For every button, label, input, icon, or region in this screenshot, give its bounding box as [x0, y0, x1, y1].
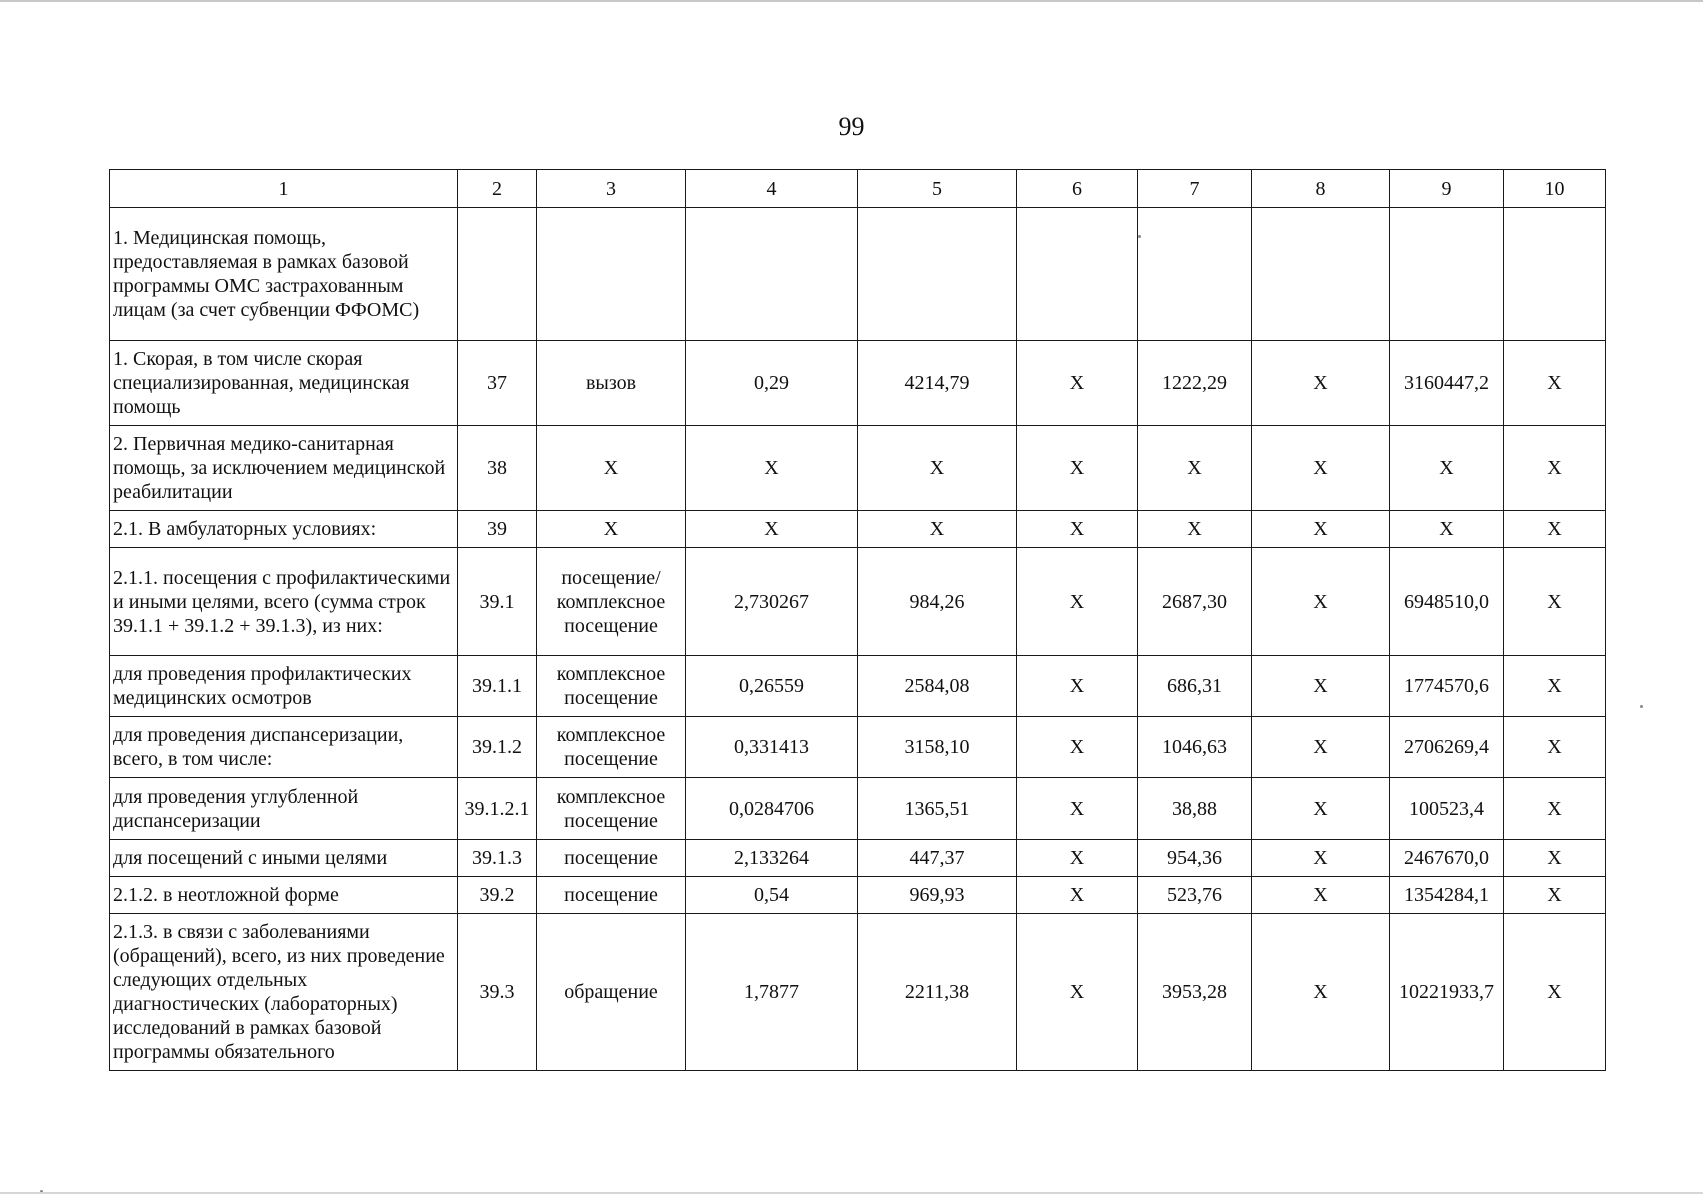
row-value-cell: X	[686, 426, 858, 511]
row-value-cell: X	[1504, 877, 1606, 914]
header-cell: 4	[686, 170, 858, 208]
row-value-cell: 1774570,6	[1390, 656, 1504, 717]
row-value-cell: X	[1504, 656, 1606, 717]
row-code-cell: 39	[458, 511, 537, 548]
row-name-cell: 2.1.3. в связи с заболеваниями (обращений), всего, из них проведение следующих отдельных диагностических (лабораторных) исследований в рамках базовой программы обязательного	[110, 914, 458, 1071]
row-value-cell: 1,7877	[686, 914, 858, 1071]
row-value-cell: X	[1504, 840, 1606, 877]
row-value-cell: X	[1504, 548, 1606, 656]
scan-speck	[1640, 705, 1643, 708]
header-cell: 5	[858, 170, 1017, 208]
row-name-cell: 2.1.1. посещения с профилактическими и иными целями, всего (сумма строк 39.1.1 + 39.1.2 + 39.1.3), из них:	[110, 548, 458, 656]
table-row	[110, 778, 1606, 840]
table-row	[110, 717, 1606, 778]
header-cell: 8	[1252, 170, 1390, 208]
row-code-cell: 37	[458, 341, 537, 426]
row-value-cell: 2,133264	[686, 840, 858, 877]
row-value-cell: 0,29	[686, 341, 858, 426]
row-value-cell: X	[1252, 914, 1390, 1071]
row-value-cell	[1138, 208, 1252, 341]
row-name-cell: 2.1.2. в неотложной форме	[110, 877, 458, 914]
row-value-cell: X	[686, 511, 858, 548]
row-value-cell: X	[1017, 548, 1138, 656]
row-value-cell: X	[1504, 341, 1606, 426]
row-value-cell: 3160447,2	[1390, 341, 1504, 426]
row-code-cell: 39.3	[458, 914, 537, 1071]
row-unit-cell: X	[537, 511, 686, 548]
row-value-cell: X	[858, 511, 1017, 548]
row-value-cell: X	[1504, 914, 1606, 1071]
row-name-cell: 1. Скорая, в том числе скорая специализированная, медицинская помощь	[110, 341, 458, 426]
row-name-cell: для посещений с иными целями	[110, 840, 458, 877]
header-row	[110, 170, 1606, 208]
header-cell: 10	[1504, 170, 1606, 208]
row-unit-cell: комплексное посещение	[537, 778, 686, 840]
row-value-cell: 2211,38	[858, 914, 1017, 1071]
table-row	[110, 914, 1606, 1071]
header-cell: 6	[1017, 170, 1138, 208]
row-unit-cell: обращение	[537, 914, 686, 1071]
row-value-cell: X	[1252, 511, 1390, 548]
row-value-cell: 447,37	[858, 840, 1017, 877]
row-value-cell: 1354284,1	[1390, 877, 1504, 914]
data-table	[109, 169, 1606, 1071]
row-value-cell: X	[858, 426, 1017, 511]
row-value-cell: X	[1252, 548, 1390, 656]
row-unit-cell: посещение	[537, 840, 686, 877]
row-name-cell: для проведения диспансеризации, всего, в том числе:	[110, 717, 458, 778]
row-value-cell: 38,88	[1138, 778, 1252, 840]
row-code-cell: 39.2	[458, 877, 537, 914]
scan-top-edge	[0, 0, 1703, 2]
row-value-cell: X	[1017, 717, 1138, 778]
row-value-cell: X	[1252, 426, 1390, 511]
row-value-cell: X	[1252, 656, 1390, 717]
row-unit-cell: X	[537, 426, 686, 511]
row-value-cell	[1252, 208, 1390, 341]
row-code-cell: 38	[458, 426, 537, 511]
row-unit-cell: вызов	[537, 341, 686, 426]
row-value-cell: X	[1504, 717, 1606, 778]
row-value-cell: 523,76	[1138, 877, 1252, 914]
row-value-cell: 4214,79	[858, 341, 1017, 426]
table-row	[110, 877, 1606, 914]
header-cell: 2	[458, 170, 537, 208]
row-value-cell: 969,93	[858, 877, 1017, 914]
row-value-cell: 2706269,4	[1390, 717, 1504, 778]
row-value-cell: X	[1504, 511, 1606, 548]
row-unit-cell: комплексное посещение	[537, 717, 686, 778]
row-value-cell: 1046,63	[1138, 717, 1252, 778]
row-value-cell: 10221933,7	[1390, 914, 1504, 1071]
row-unit-cell: посещение/ комплексное посещение	[537, 548, 686, 656]
table-row	[110, 341, 1606, 426]
row-value-cell: X	[1252, 341, 1390, 426]
row-value-cell	[1504, 208, 1606, 341]
row-unit-cell: посещение	[537, 877, 686, 914]
row-name-cell: 2.1. В амбулаторных условиях:	[110, 511, 458, 548]
row-value-cell: 0,54	[686, 877, 858, 914]
row-value-cell: 0,26559	[686, 656, 858, 717]
row-value-cell: X	[1017, 656, 1138, 717]
row-value-cell: 3953,28	[1138, 914, 1252, 1071]
header-cell: 9	[1390, 170, 1504, 208]
row-value-cell: X	[1138, 426, 1252, 511]
row-name-cell: 1. Медицинская помощь, предоставляемая в рамках базовой программы ОМС застрахованным лицам (за счет субвенции ФФОМС)	[110, 208, 458, 341]
row-value-cell: 2687,30	[1138, 548, 1252, 656]
row-value-cell: X	[1390, 426, 1504, 511]
row-value-cell: 1365,51	[858, 778, 1017, 840]
table-row	[110, 840, 1606, 877]
row-value-cell: X	[1390, 511, 1504, 548]
scan-bottom-edge	[0, 1192, 1703, 1194]
row-value-cell: X	[1252, 840, 1390, 877]
row-value-cell: 100523,4	[1390, 778, 1504, 840]
row-value-cell: X	[1504, 778, 1606, 840]
table-row	[110, 548, 1606, 656]
row-unit-cell: комплексное посещение	[537, 656, 686, 717]
row-unit-cell	[537, 208, 686, 341]
row-value-cell: X	[1252, 717, 1390, 778]
row-value-cell: 954,36	[1138, 840, 1252, 877]
row-value-cell: X	[1504, 426, 1606, 511]
row-value-cell	[1390, 208, 1504, 341]
row-value-cell: X	[1017, 840, 1138, 877]
table-row	[110, 511, 1606, 548]
row-value-cell: 2467670,0	[1390, 840, 1504, 877]
scan-speck	[1138, 235, 1141, 238]
row-value-cell: 686,31	[1138, 656, 1252, 717]
row-code-cell: 39.1	[458, 548, 537, 656]
row-value-cell: X	[1017, 914, 1138, 1071]
row-value-cell: 2584,08	[858, 656, 1017, 717]
row-value-cell	[858, 208, 1017, 341]
row-code-cell	[458, 208, 537, 341]
row-value-cell: 984,26	[858, 548, 1017, 656]
row-value-cell: X	[1017, 511, 1138, 548]
row-value-cell: 0,0284706	[686, 778, 858, 840]
row-value-cell: 1222,29	[1138, 341, 1252, 426]
row-name-cell: 2. Первичная медико-санитарная помощь, за исключением медицинской реабилитации	[110, 426, 458, 511]
row-name-cell: для проведения углубленной диспансеризации	[110, 778, 458, 840]
row-value-cell: X	[1017, 426, 1138, 511]
table-row	[110, 426, 1606, 511]
row-code-cell: 39.1.2	[458, 717, 537, 778]
row-value-cell: 3158,10	[858, 717, 1017, 778]
table-row	[110, 656, 1606, 717]
header-cell: 3	[537, 170, 686, 208]
row-value-cell: 0,331413	[686, 717, 858, 778]
row-value-cell: X	[1138, 511, 1252, 548]
page-number: 99	[838, 112, 865, 141]
header-cell: 1	[110, 170, 458, 208]
row-value-cell: X	[1252, 877, 1390, 914]
row-value-cell: 2,730267	[686, 548, 858, 656]
row-name-cell: для проведения профилактических медицинских осмотров	[110, 656, 458, 717]
row-code-cell: 39.1.2.1	[458, 778, 537, 840]
row-value-cell	[686, 208, 858, 341]
row-value-cell: X	[1017, 778, 1138, 840]
row-value-cell: X	[1252, 778, 1390, 840]
header-cell: 7	[1138, 170, 1252, 208]
row-value-cell: X	[1017, 341, 1138, 426]
table-row	[110, 208, 1606, 341]
row-value-cell: X	[1017, 877, 1138, 914]
row-value-cell: 6948510,0	[1390, 548, 1504, 656]
row-code-cell: 39.1.3	[458, 840, 537, 877]
row-value-cell	[1017, 208, 1138, 341]
row-code-cell: 39.1.1	[458, 656, 537, 717]
